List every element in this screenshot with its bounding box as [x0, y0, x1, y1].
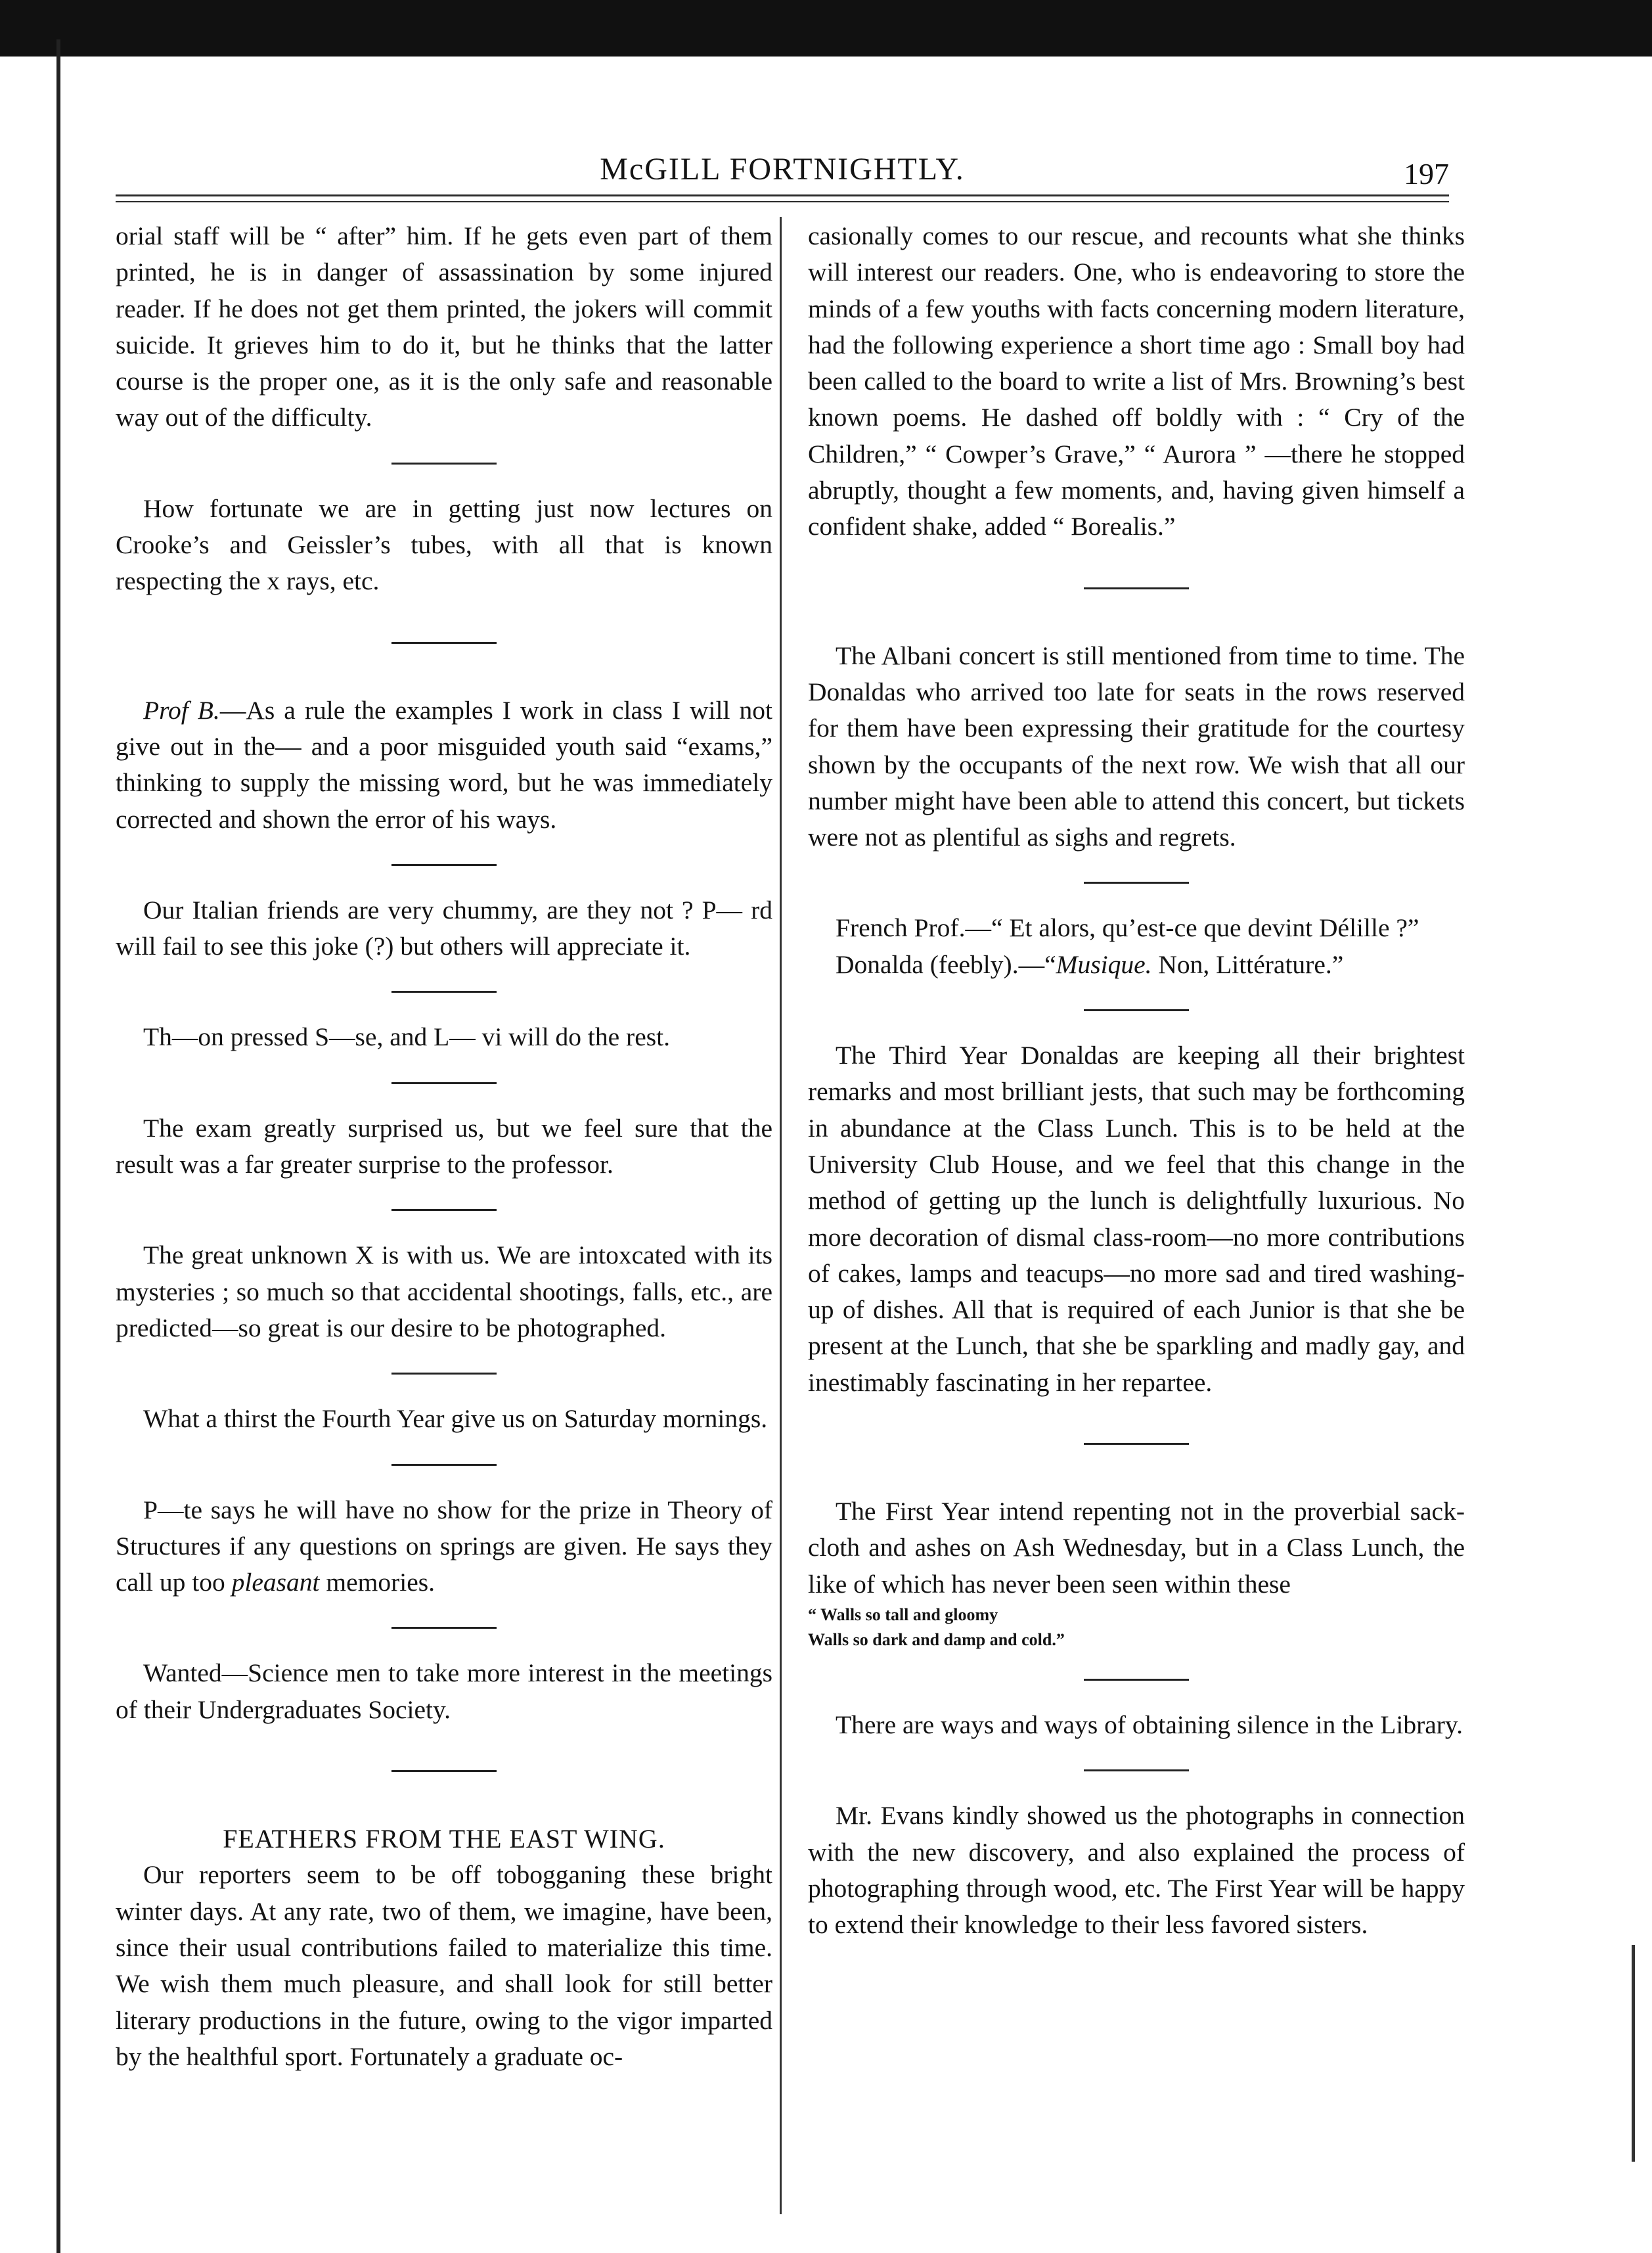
header-rule-top — [116, 194, 1449, 196]
separator — [391, 642, 497, 644]
paragraph-italian-friends: Our Italian friends are very chummy, are they not ? P— rd will fail to see this joke (?) but others will appreciate it. — [116, 895, 772, 961]
paragraph-editorial-staff: orial staff will be “ after” him. If he gets even part of them printed, he is in danger of assassination by some injured reader. If he does not get them printed, the jokers will commit suicide. It grieves him to do it, but he thinks that the latter course is the proper one, as it is the only safe and reasonable way out of the difficulty. — [116, 221, 772, 432]
paragraph-tubes-lectures: How fortunate we are in getting just now lectures on Crooke’s and Geissler’s tubes, with all that is known respecting the x rays, etc. — [116, 493, 772, 596]
separator — [1084, 587, 1189, 589]
separator — [391, 1082, 497, 1084]
paragraph-wanted-science-men: Wanted—Science men to take more interest in the meetings of their Undergraduates Society. — [116, 1658, 772, 1724]
page-right-scan-mark — [1632, 1945, 1635, 2162]
separator — [1084, 1769, 1189, 1771]
paragraph-french-prof: French Prof.—“ Et alors, qu’est-ce que devint Délille ?” — [836, 913, 1419, 943]
paragraph-albani-concert: The Albani concert is still mentioned from time to time. The Donaldas who arrived too late for seats in the rows reserved for them have been expressing their gratitude for the courtesy shown by the occupants of the next row. We wish that all our number might have been able to attend this concert, but tickets were not as plentiful as sighs and regrets. — [808, 641, 1465, 852]
paragraph-first-year-lunch: The First Year intend repenting not in the proverbial sack-cloth and ashes on Ash Wednesday, but in a Class Lunch, the like of which has never been seen within these — [808, 1497, 1465, 1599]
paragraph-great-unknown-x: The great unknown X is with us. We are intoxcated with its mysteries ; so much so that accidental shootings, falls, etc., are predicted—so great is our desire to be photographed. — [116, 1240, 772, 1342]
running-header — [116, 138, 1449, 191]
page-top-scan-edge — [0, 0, 1652, 57]
separator — [391, 1464, 497, 1466]
speaker-name: Prof B. — [143, 695, 220, 725]
separator — [391, 1373, 497, 1375]
separator — [391, 1627, 497, 1629]
publication-title: McGILL FORTNIGHTLY. — [600, 152, 965, 187]
separator — [1084, 882, 1189, 884]
separator — [391, 463, 497, 465]
paragraph-theory-of-structures: P—te says he will have no show for the prize in Theory of Structures if any questions on springs are given. He says they call up too pleasant memories. — [116, 1495, 772, 1597]
separator — [391, 1770, 497, 1772]
page-left-scan-edge — [56, 39, 60, 2253]
paragraph-prof-b: Prof B.—As a rule the examples I work in class I will not give out in the— and a poor misguided youth said “exams,” thinking to supply the missing word, but he was immediately corrected and shown the error of his ways. — [116, 695, 772, 834]
right-column — [808, 218, 1465, 2196]
separator — [1084, 1009, 1189, 1011]
paragraph-exam-surprise: The exam greatly surprised us, but we feel sure that the result was a far greater surprise to the professor. — [116, 1113, 772, 1179]
left-column — [116, 218, 772, 2196]
paragraph-pressed: Th—on pressed S—se, and L— vi will do the rest. — [143, 1022, 670, 1052]
quoted-verse: “ Walls so tall and gloomy Walls so dark and damp and cold.” — [808, 1604, 1065, 1649]
paragraph-donalda-reply: Donalda (feebly).—“Musique. Non, Littérature.” — [836, 949, 1344, 979]
header-rule-bottom — [116, 201, 1449, 202]
paragraph-mr-evans-photographs: Mr. Evans kindly showed us the photographs in connection with the new discovery, and also explained the process of photographing through wood, etc. The First Year will be happy to extend their knowledge to their less favored sisters. — [808, 1801, 1465, 1940]
paragraph-library-silence: There are ways and ways of obtaining silence in the Library. — [836, 1710, 1463, 1739]
section-heading: FEATHERS FROM THE EAST WING. — [223, 1824, 665, 1854]
paragraph-graduate-rescue: casionally comes to our rescue, and recounts what she thinks will interest our readers. One, who is endeavoring to store the minds of a few youths with facts concerning modern literature, had the following experience a short time ago : Small boy had been called to the board to write a list of Mrs. Browning’s best known poems. He dashed off boldly with : “ Cry of the Children,” “ Cowper’s Grave,” “ Aurora ” —there he stopped abruptly, thought a few moments, and, having given himself a confident shake, added “ Borealis.” — [808, 221, 1465, 541]
separator — [1084, 1443, 1189, 1445]
column-divider — [780, 217, 782, 2214]
separator — [391, 864, 497, 866]
paragraph-fourth-year-thirst: What a thirst the Fourth Year give us on Saturday mornings. — [143, 1404, 768, 1434]
paragraph-reporters-tobogganing: Our reporters seem to be off tobogganing these bright winter days. At any rate, two of them, we imagine, have been, since their usual contributions failed to materialize this time. We wish them much pleasure, and shall look for still better literary productions in the future, owing to the vigor imparted by the healthful sport. Fortunately a graduate oc- — [116, 1860, 772, 2071]
page-number: 197 — [1404, 157, 1449, 191]
paragraph-third-year-donaldas: The Third Year Donaldas are keeping all their brightest remarks and most brilliant jests, that such may be forthcoming in abundance at the Class Lunch. This is to be held at the University Club House, and we feel that this change in the method of getting up the lunch is delightfully luxurious. No more decoration of dismal class-room—no more contributions of cakes, lamps and teacups—no more sad and tired washing-up of dishes. All that is required of each Junior is that she be present at the Lunch, that she be sparkling and madly gay, and inestimably fascinating in her repartee. — [808, 1041, 1465, 1397]
separator — [391, 1209, 497, 1211]
separator — [391, 991, 497, 993]
separator — [1084, 1679, 1189, 1681]
